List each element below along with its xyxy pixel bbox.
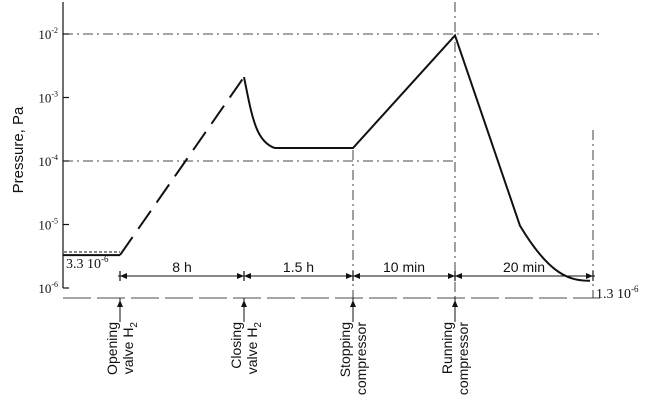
y-tick-label: $10^{-2}$ xyxy=(38,26,58,42)
event-label xyxy=(337,322,369,395)
y-tick-label: $10^{-6}$ xyxy=(38,280,58,296)
end-annotation xyxy=(596,284,639,302)
arrowhead xyxy=(120,273,127,279)
curve-solid xyxy=(244,35,590,280)
event-label xyxy=(439,322,471,395)
event-labels xyxy=(104,298,471,395)
interval-label: 8 h xyxy=(172,259,192,275)
interval-label: 1.5 h xyxy=(282,259,315,275)
event-arrowhead xyxy=(452,300,458,307)
y-tick-label: $10^{-3}$ xyxy=(38,89,58,106)
svg-text:compressor: compressor xyxy=(353,322,369,396)
arrowhead xyxy=(455,273,462,279)
svg-text:valve H2: valve $H_2$ xyxy=(120,322,140,375)
pressure-curve xyxy=(63,35,590,280)
interval-label: 10 min xyxy=(382,259,426,275)
start-value-label: 3.3 $10^{-6}$ xyxy=(66,254,109,272)
event-arrowhead xyxy=(117,300,123,307)
svg-text:Running: Running xyxy=(439,322,455,375)
svg-text:Stopping: Stopping xyxy=(337,322,353,378)
svg-text:Opening: Opening xyxy=(104,322,120,375)
arrowhead xyxy=(353,273,360,279)
arrowhead xyxy=(237,273,244,279)
event-arrowhead xyxy=(350,300,356,307)
arrowhead xyxy=(346,273,353,279)
event-arrowhead xyxy=(241,300,247,307)
arrowhead xyxy=(244,273,251,279)
y-axis-label: Pressure, Pa xyxy=(10,106,27,194)
interval-label: 20 min xyxy=(502,259,546,275)
event-label xyxy=(228,322,264,375)
arrowhead xyxy=(448,273,455,279)
svg-text:valve H2: valve $H_2$ xyxy=(244,322,264,375)
end-value-label: 1.3 $10^{-6}$ xyxy=(596,284,639,302)
interval-markers xyxy=(118,259,595,281)
guide-lines xyxy=(63,2,600,298)
curve-dashed-rise xyxy=(120,77,244,255)
y-tick-label: $10^{-5}$ xyxy=(38,216,58,233)
svg-text:compressor: compressor xyxy=(455,322,471,396)
event-label xyxy=(104,322,140,375)
svg-text:Closing: Closing xyxy=(228,322,244,369)
arrowhead xyxy=(586,273,593,279)
y-tick-label: $10^{-4}$ xyxy=(38,153,58,169)
